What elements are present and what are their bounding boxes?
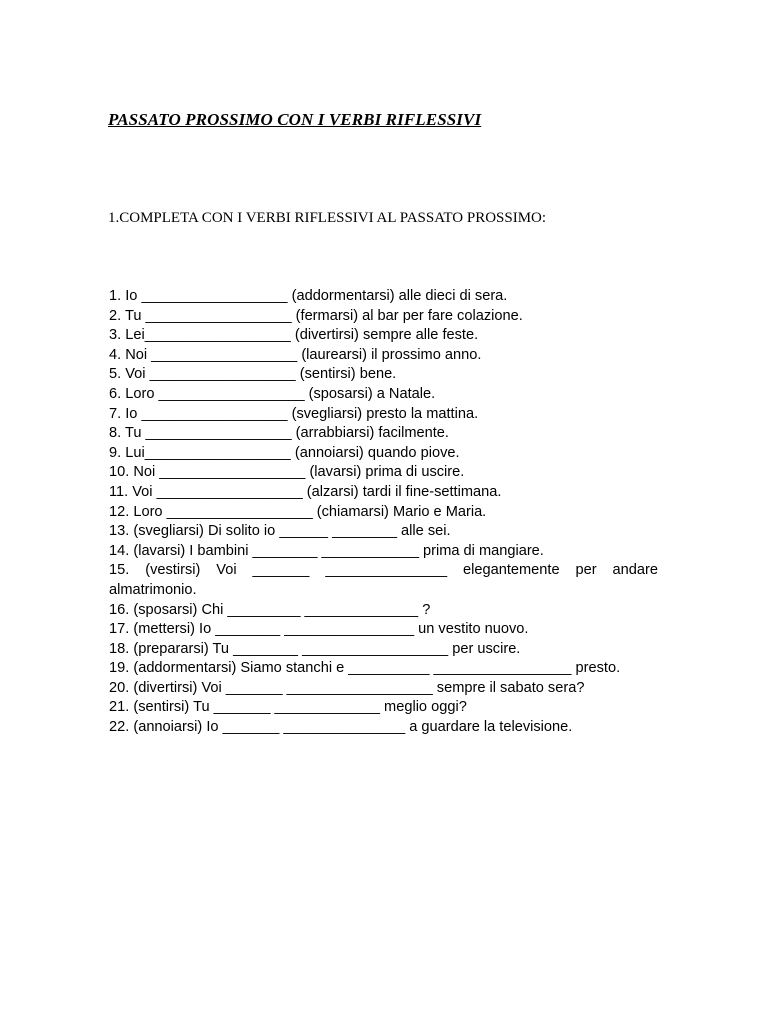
exercise-item-5: 5. Voi __________________ (sentirsi) bene. [109, 366, 397, 383]
exercise-item-15: 15. (vestirsi) Voi _______ _______________ elegantemente per andare almatrimonio. [109, 562, 658, 598]
exercise-item-22: 22. (annoiarsi) Io _______ _______________ a guardare la televisione. [109, 719, 573, 736]
exercise-item-6: 6. Loro __________________ (sposarsi) a Natale. [109, 385, 436, 402]
exercise-item-17: 17. (mettersi) Io ________ ________________ un vestito nuovo. [109, 621, 529, 638]
exercise-item-7: 7. Io __________________ (svegliarsi) presto la mattina. [109, 405, 479, 422]
exercise-item-14: 14. (lavarsi) I bambini ________ ____________ prima di mangiare. [109, 542, 544, 559]
exercise-item-12: 12. Loro __________________ (chiamarsi) Mario e Maria. [109, 503, 487, 520]
exercise-item-2: 2. Tu __________________ (fermarsi) al bar per fare colazione. [109, 307, 523, 324]
exercise-item-4: 4. Noi __________________ (laurearsi) il prossimo anno. [109, 346, 482, 363]
exercise-item-18: 18. (prepararsi) Tu ________ __________________ per uscire. [109, 640, 521, 657]
exercise-item-10: 10. Noi __________________ (lavarsi) prima di uscire. [109, 464, 465, 481]
exercise-instruction: 1.COMPLETA CON I VERBI RIFLESSIVI AL PASSATO PROSSIMO: [108, 210, 547, 226]
exercise-item-9: 9. Lui__________________ (annoiarsi) quando piove. [109, 444, 460, 461]
exercise-item-20: 20. (divertirsi) Voi _______ __________________ sempre il sabato sera? [109, 679, 585, 696]
exercise-item-16: 16. (sposarsi) Chi _________ ______________ ? [109, 601, 431, 618]
page-title: PASSATO PROSSIMO CON I VERBI RIFLESSIVI [108, 110, 482, 129]
exercise-item-21: 21. (sentirsi) Tu _______ _____________ meglio oggi? [109, 699, 467, 716]
exercise-item-3: 3. Lei__________________ (divertirsi) sempre alle feste. [109, 327, 479, 344]
exercise-list [109, 287, 658, 738]
exercise-item-1: 1. Io __________________ (addormentarsi) alle dieci di sera. [109, 288, 508, 304]
exercise-item-19: 19. (addormentarsi) Siamo stanchi e __________ _________________ presto. [109, 660, 621, 677]
exercise-item-8: 8. Tu __________________ (arrabbiarsi) facilmente. [109, 425, 449, 442]
exercise-item-11: 11. Voi __________________ (alzarsi) tardi il fine-settimana. [109, 483, 502, 500]
exercise-item-13: 13. (svegliarsi) Di solito io ______ ________ alle sei. [109, 523, 451, 540]
